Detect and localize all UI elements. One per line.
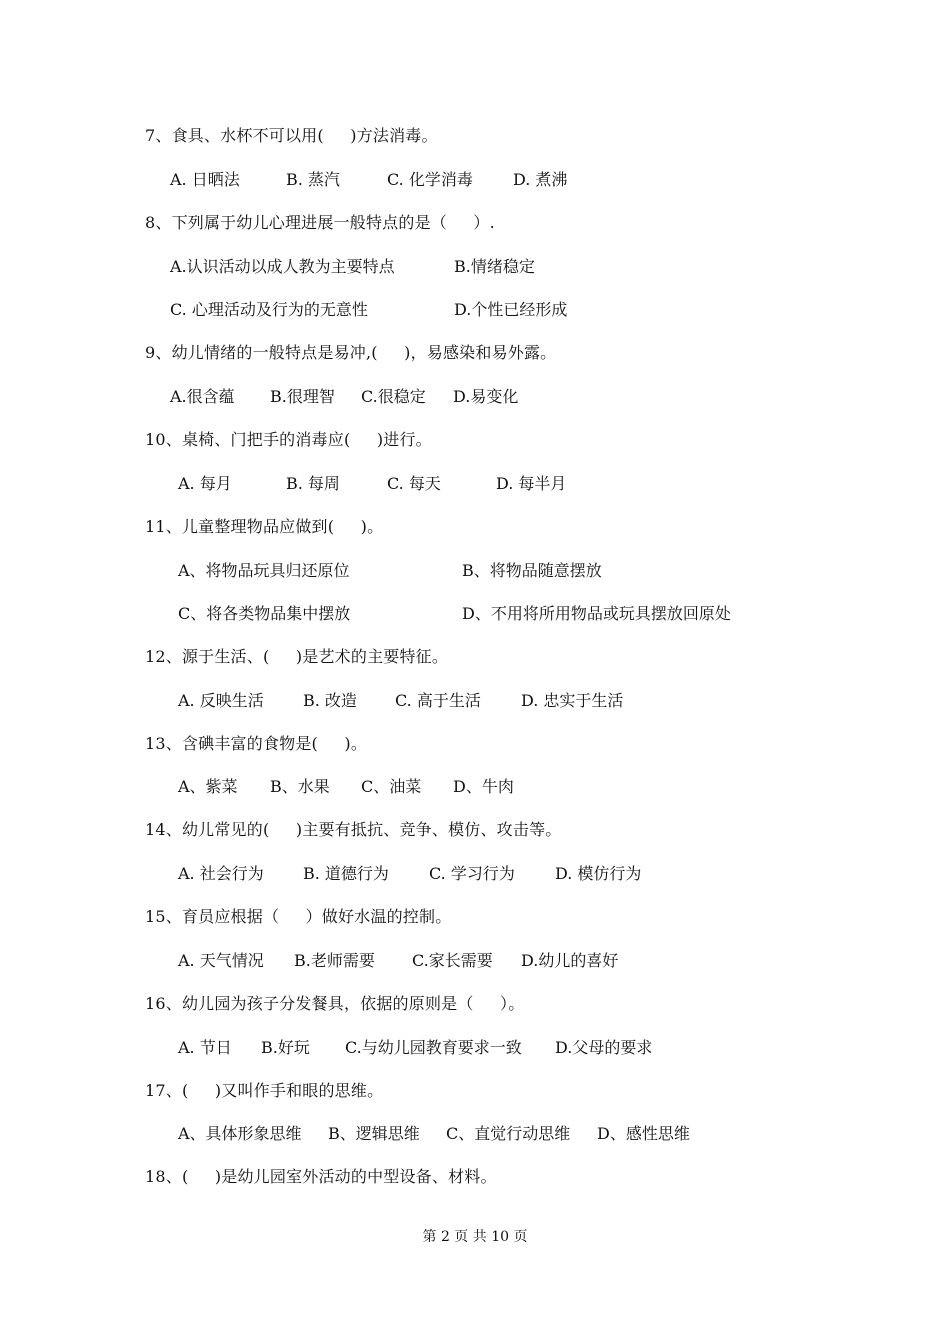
option-8b: B.情绪稳定 xyxy=(454,257,535,276)
option-9d: D.易变化 xyxy=(453,387,519,406)
option-7a: A. 日晒法 xyxy=(170,170,240,189)
option-9b: B.很理智 xyxy=(270,387,335,406)
option-11d: D、不用将所用物品或玩具摆放回原处 xyxy=(462,604,731,623)
option-17a: A、具体形象思维 xyxy=(178,1124,302,1143)
option-8a: A.认识活动以成人教为主要特点 xyxy=(170,257,395,276)
option-15a: A. 天气情况 xyxy=(178,951,264,970)
option-16a: A. 节日 xyxy=(178,1038,232,1057)
option-7b: B. 蒸汽 xyxy=(286,170,340,189)
option-11a: A、将物品玩具归还原位 xyxy=(178,561,350,580)
question-17: 17、( )又叫作手和眼的思维。 xyxy=(145,1081,384,1100)
option-17b: B、逻辑思维 xyxy=(328,1124,420,1143)
option-7c: C. 化学消毒 xyxy=(387,170,473,189)
option-10b: B. 每周 xyxy=(286,474,340,493)
question-18: 18、( )是幼儿园室外活动的中型设备、材料。 xyxy=(145,1167,497,1186)
option-13a: A、紫菜 xyxy=(178,777,238,796)
option-12c: C. 高于生活 xyxy=(395,691,481,710)
option-15b: B.老师需要 xyxy=(294,951,375,970)
option-16c: C.与幼儿园教育要求一致 xyxy=(345,1038,522,1057)
option-15d: D.幼儿的喜好 xyxy=(521,951,619,970)
option-10d: D. 每半月 xyxy=(496,474,567,493)
option-12d: D. 忠实于生活 xyxy=(521,691,624,710)
question-11: 11、儿童整理物品应做到( )。 xyxy=(145,517,384,536)
option-17d: D、感性思维 xyxy=(597,1124,690,1143)
option-14b: B. 道德行为 xyxy=(303,864,389,883)
option-10c: C. 每天 xyxy=(387,474,441,493)
option-11c: C、将各类物品集中摆放 xyxy=(178,604,351,623)
question-14: 14、幼儿常见的( )主要有抵抗、竞争、模仿、攻击等。 xyxy=(145,820,562,839)
option-13c: C、油菜 xyxy=(361,777,422,796)
option-16d: D.父母的要求 xyxy=(555,1038,653,1057)
option-11b: B、将物品随意摆放 xyxy=(462,561,602,580)
question-10: 10、桌椅、门把手的消毒应( )进行。 xyxy=(145,430,432,449)
option-13d: D、牛肉 xyxy=(453,777,514,796)
option-8c: C. 心理活动及行为的无意性 xyxy=(170,300,368,319)
option-15c: C.家长需要 xyxy=(412,951,493,970)
option-14d: D. 模仿行为 xyxy=(555,864,642,883)
option-14c: C. 学习行为 xyxy=(429,864,515,883)
option-12a: A. 反映生活 xyxy=(178,691,264,710)
question-13: 13、含碘丰富的食物是( )。 xyxy=(145,734,368,753)
option-10a: A. 每月 xyxy=(178,474,232,493)
page-footer: 第 2 页 共 10 页 xyxy=(422,1229,528,1245)
question-7: 7、食具、水杯不可以用( )方法消毒。 xyxy=(145,126,438,145)
question-8: 8、下列属于幼儿心理进展一般特点的是（ ）. xyxy=(145,213,495,232)
question-9: 9、幼儿情绪的一般特点是易冲,( )，易感染和易外露。 xyxy=(145,343,557,362)
question-15: 15、育员应根据（ ）做好水温的控制。 xyxy=(145,907,452,926)
question-12: 12、源于生活、( )是艺术的主要特征。 xyxy=(145,647,449,666)
option-7d: D. 煮沸 xyxy=(513,170,568,189)
option-16b: B.好玩 xyxy=(261,1038,310,1057)
option-8d: D.个性已经形成 xyxy=(454,300,568,319)
option-9a: A.很含蕴 xyxy=(170,387,235,406)
option-12b: B. 改造 xyxy=(303,691,357,710)
option-9c: C.很稳定 xyxy=(361,387,426,406)
option-14a: A. 社会行为 xyxy=(178,864,264,883)
option-13b: B、水果 xyxy=(270,777,330,796)
question-16: 16、幼儿园为孩子分发餐具，依据的原则是（ ）。 xyxy=(145,994,525,1013)
option-17c: C、直觉行动思维 xyxy=(446,1124,571,1143)
